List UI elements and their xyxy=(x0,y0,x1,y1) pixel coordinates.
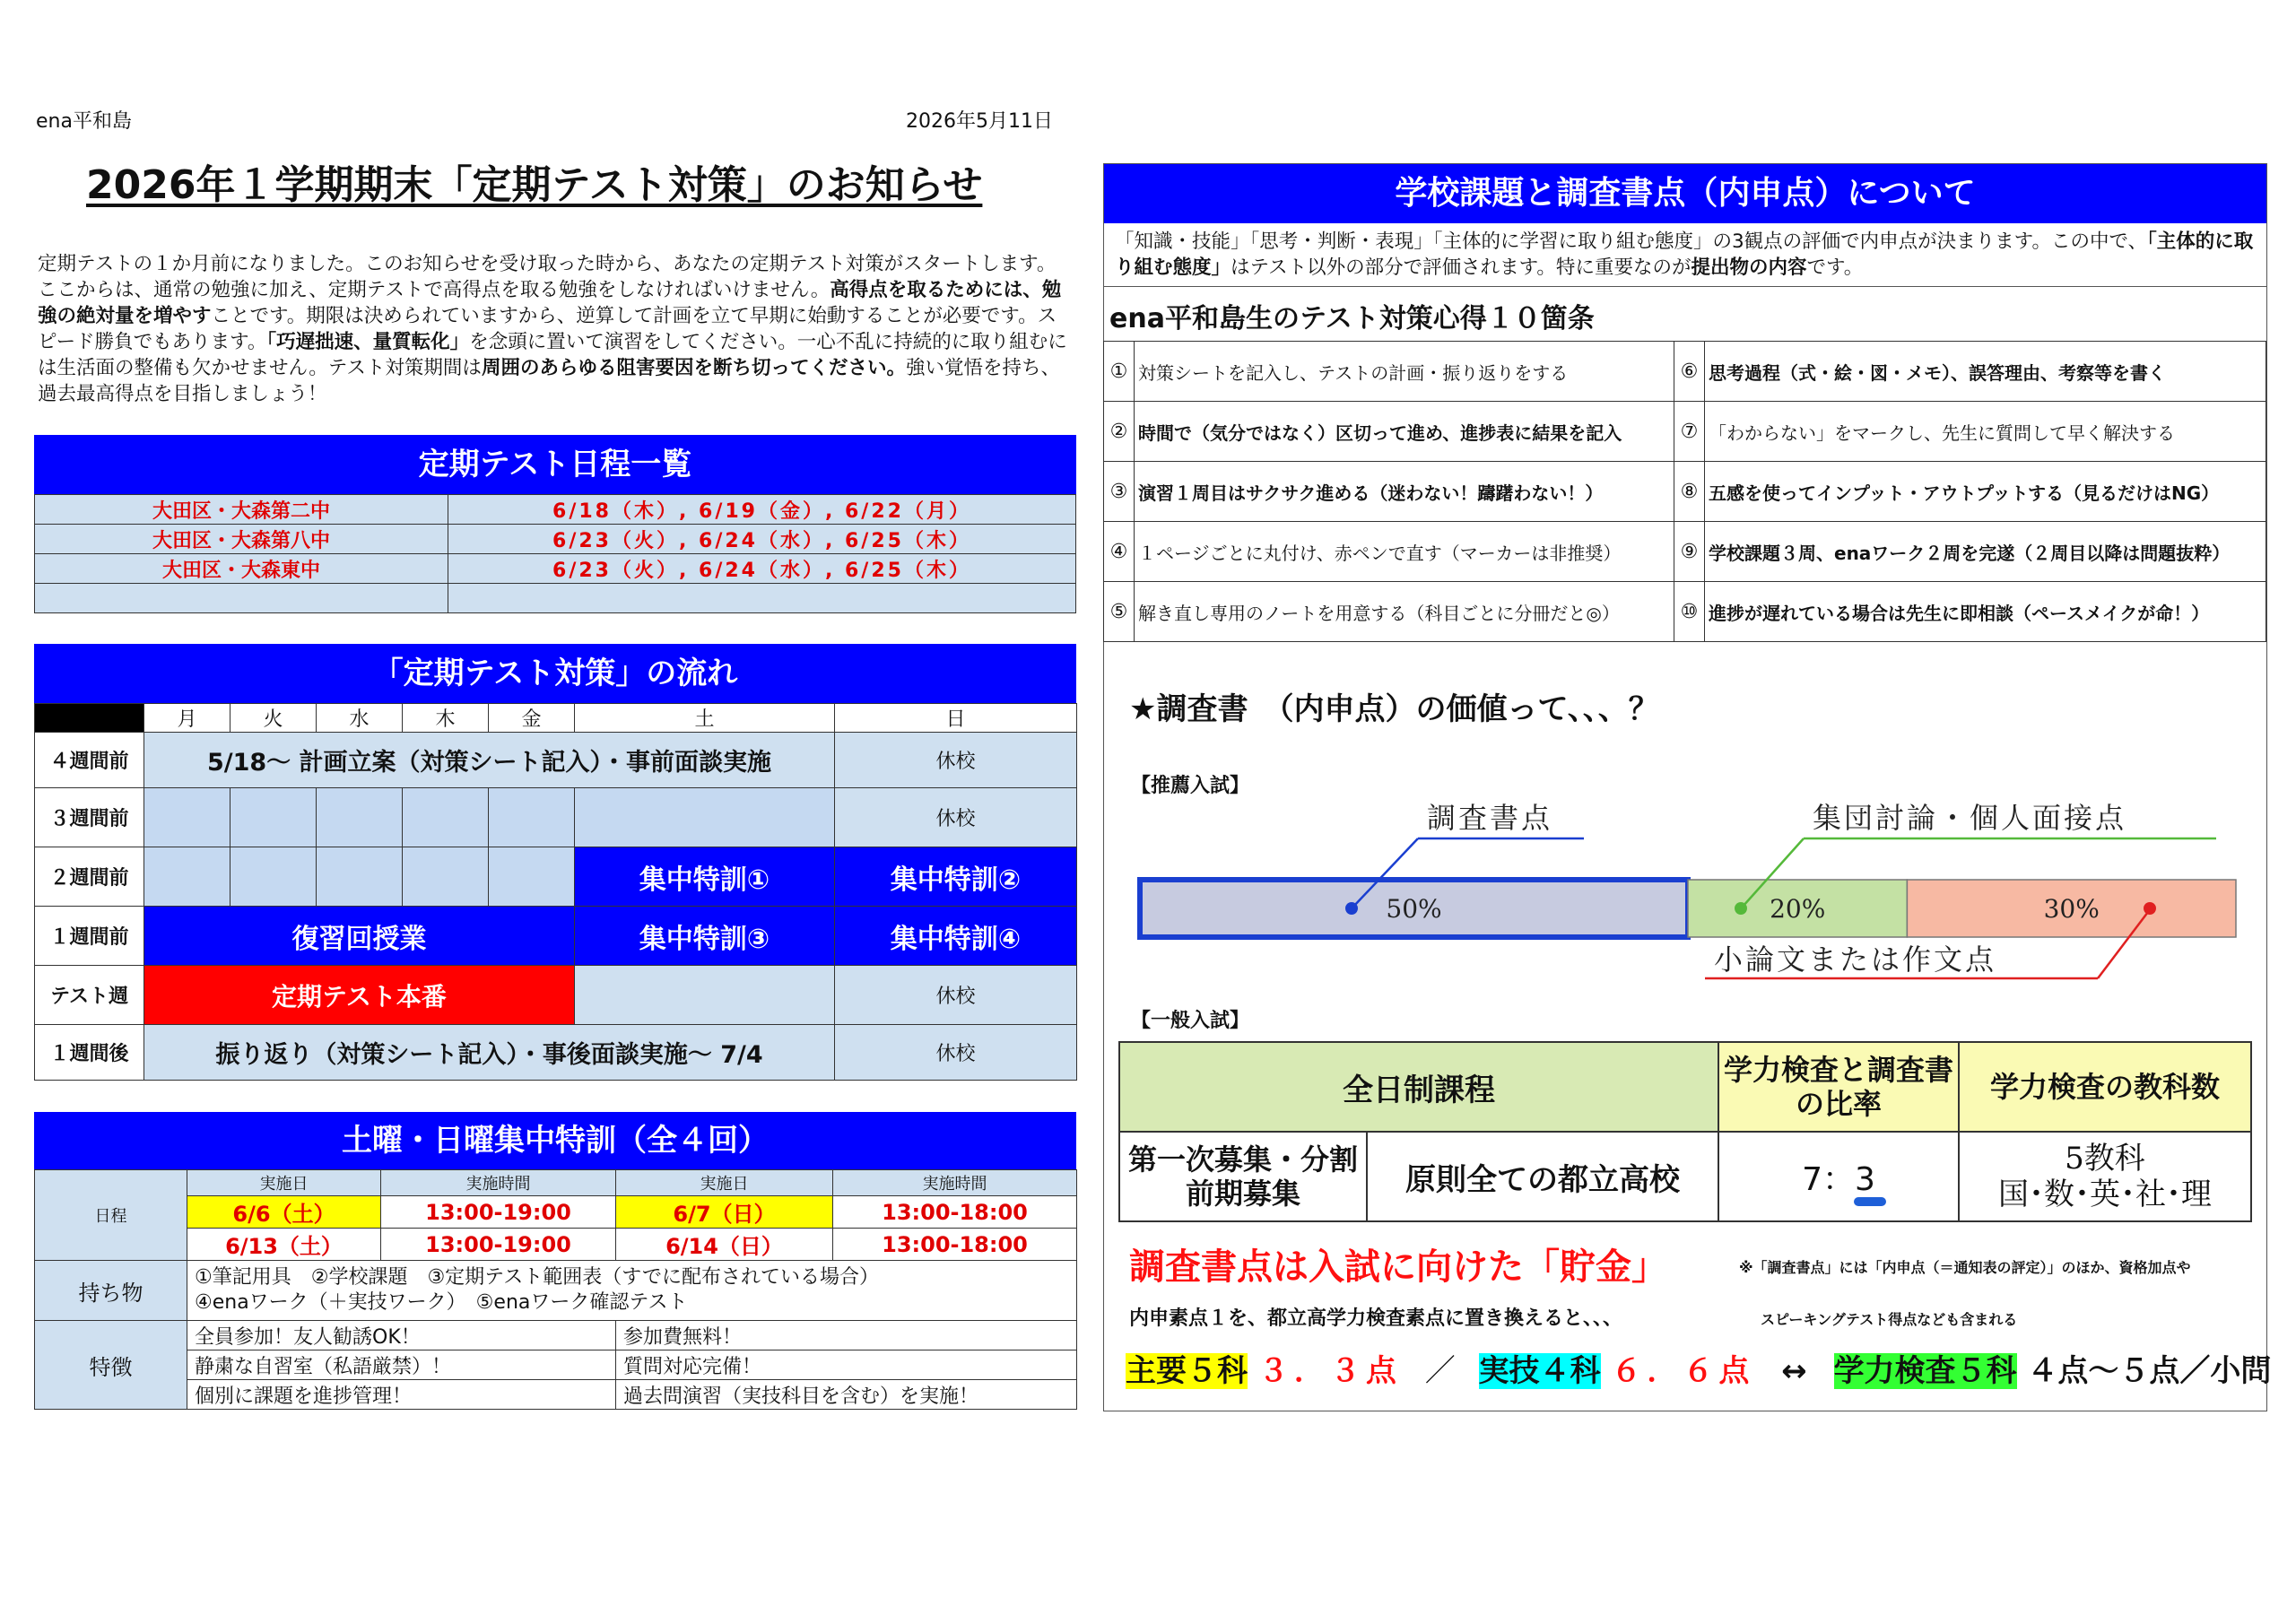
time-cell: 13:00-18:00 xyxy=(833,1229,1077,1261)
special-training-2: 集中特訓② xyxy=(835,847,1077,907)
review-cell: 復習回授業 xyxy=(144,907,575,966)
tip-text: 解き直し専用のノートを用意する（科目ごとに分冊だと◎） xyxy=(1135,582,1674,642)
empty-cell xyxy=(230,847,317,907)
day-header: 土 xyxy=(575,704,835,733)
table-row xyxy=(1104,462,2266,522)
bar-value-label: 20% xyxy=(1770,894,1826,924)
ippan-label: 【一般入試】 xyxy=(1131,1010,1250,1032)
intro-p1: 定期テストの１か月前になりました。このお知らせを受け取った時から、あなたの定期テスト対策がスタートします。ここからは、通常の勉強に加え、定期テストで高得点を取る勉強をしなければいけません。 xyxy=(38,253,1057,301)
items-label: 持ち物 xyxy=(35,1261,187,1321)
school-cell: 大田区・大森第二中 xyxy=(35,495,448,525)
col-time: 実施時間 xyxy=(833,1170,1077,1196)
after-cell: 振り返り（対策シート記入）・事後面談実施～ 7/4 xyxy=(144,1025,835,1081)
flow-title: 「定期テスト対策」の流れ xyxy=(34,644,1076,703)
flow-section xyxy=(34,644,1076,1081)
schedule-section xyxy=(34,435,1076,613)
tip-text: 演習１周目はサクサク進める（迷わない！躊躇わない！） xyxy=(1135,462,1674,522)
feature-cell: 参加費無料！ xyxy=(616,1321,1077,1350)
leader-dot xyxy=(1735,902,1747,915)
arrow-icon: ↔ xyxy=(1781,1353,1807,1389)
gen-header-course: 全日制課程 xyxy=(1119,1042,1718,1132)
jitsu-label: 実技４科 xyxy=(1478,1353,1601,1389)
empty-cell xyxy=(403,847,489,907)
time-cell: 13:00-19:00 xyxy=(381,1196,616,1229)
intro-a: 「知識・技能」「思考・判断・表現」「主体的に学習に取り組む態度」の3観点の評価で内申点が決まります。この中で、 xyxy=(1115,230,2148,253)
school-cell xyxy=(35,584,448,613)
bar-value-label: 30% xyxy=(2043,894,2100,924)
intro-b3: 周囲のあらゆる阻害要因を断ち切ってください。 xyxy=(481,357,906,379)
gen-ratio xyxy=(1718,1132,1959,1221)
week-label: ４週間前 xyxy=(35,733,144,788)
table-row xyxy=(35,847,1077,907)
table-row xyxy=(1104,342,2266,402)
feature-cell: 過去問演習（実技科目を含む）を実施！ xyxy=(616,1380,1077,1410)
weekend-table xyxy=(34,1169,1077,1410)
col-date: 実施日 xyxy=(616,1170,833,1196)
table-row xyxy=(35,733,1077,788)
special-training-4: 集中特訓④ xyxy=(835,907,1077,966)
feature-cell: 質問対応完備！ xyxy=(616,1350,1077,1380)
main5-label: 主要５科 xyxy=(1126,1353,1248,1389)
suisen-label: 【推薦入試】 xyxy=(1131,775,1250,797)
table-row xyxy=(35,907,1077,966)
gaku-label: 学力検査５科 xyxy=(1833,1353,2017,1389)
tip-text: 「わからない」をマークし、先生に質問して早く解決する xyxy=(1705,402,2266,462)
tip-number: ⑩ xyxy=(1674,582,1705,642)
day-header: 金 xyxy=(489,704,575,733)
feature-cell: 全員参加！友人勧誘OK！ xyxy=(187,1321,616,1350)
table-row xyxy=(35,1196,1077,1229)
holiday-cell: 休校 xyxy=(835,1025,1077,1081)
empty-cell xyxy=(144,847,230,907)
leader-dot xyxy=(2144,902,2156,915)
issue-date: 2026年5月11日 xyxy=(906,110,1053,133)
gen-header-ratio: 学力検査と調査書の比率 xyxy=(1718,1042,1959,1132)
tips-table xyxy=(1103,341,2266,642)
gen-schools: 原則全ての都立高校 xyxy=(1367,1132,1718,1221)
tip-text: 進捗が遅れている場合は先生に即相談（ペースメイクが命！） xyxy=(1705,582,2266,642)
week-label: １週間前 xyxy=(35,907,144,966)
table-row xyxy=(1104,582,2266,642)
bar-value-label: 50% xyxy=(1386,894,1442,924)
intro-c: はテスト以外の部分で評価されます。特に重要なのが xyxy=(1231,256,1692,279)
note-line-2: スピーキングテスト得点なども含まれる xyxy=(1761,1311,2018,1328)
gen-subjects-count: 5教科 xyxy=(2065,1141,2145,1177)
empty-cell xyxy=(489,847,575,907)
gen-ratio-value: 7：3 xyxy=(1802,1160,1875,1198)
tip-number: ① xyxy=(1104,342,1135,402)
table-row xyxy=(35,704,1077,733)
points-line xyxy=(1126,1346,2271,1390)
dates-cell xyxy=(448,584,1076,613)
tip-text: １ページごとに丸付け、赤ペンで直す（マーカーは非推奨） xyxy=(1135,522,1674,582)
tips-title: ena平和島生のテスト対策心得１０箇条 xyxy=(1109,303,1595,334)
table-row xyxy=(35,1170,1077,1196)
weekend-section xyxy=(34,1112,1076,1410)
school-name: ena平和島 xyxy=(36,110,132,133)
items-line: ④enaワーク（＋実技ワーク） ⑤enaワーク確認テスト xyxy=(195,1291,688,1314)
date-cell: 6/14（日） xyxy=(616,1229,833,1261)
slash-sep: ／ xyxy=(1424,1353,1456,1389)
flow-table xyxy=(34,703,1077,1081)
label-shouronbun: 小論文または作文点 xyxy=(1714,942,1997,977)
intro-p3: を念頭に置いて演習をしてください。一心不乱に持続的に取り組むには生活面の整備も欠かせません。テスト対策期間は xyxy=(38,331,1067,379)
intro-d: 提出物の内容 xyxy=(1691,256,1807,279)
tip-text: 学校課題３周、enaワーク２周を完遂（２周目以降は問題抜粋） xyxy=(1705,522,2266,582)
intro-b: 「主体的に取り組む態度」 xyxy=(1115,230,2254,279)
holiday-cell: 休校 xyxy=(835,966,1077,1025)
week-label: ３週間前 xyxy=(35,788,144,847)
note-line-1: ※「調査書点」には「内申点（＝通知表の評定）」のほか、資格加点や xyxy=(1739,1259,2191,1276)
date-cell: 6/6（土） xyxy=(187,1196,381,1229)
holiday-cell: 休校 xyxy=(835,788,1077,847)
gen-recruit: 第一次募集・分割前期募集 xyxy=(1119,1132,1367,1221)
school-cell: 大田区・大森第八中 xyxy=(35,525,448,554)
week-label: １週間後 xyxy=(35,1025,144,1081)
intro-e: です。 xyxy=(1806,256,1864,279)
page-title: 2026年１学期期末「定期テスト対策」のお知らせ xyxy=(86,162,983,208)
table-row xyxy=(35,584,1076,613)
items-cell xyxy=(187,1261,1077,1321)
empty-cell xyxy=(575,966,835,1025)
week-label: ２週間前 xyxy=(35,847,144,907)
right-title: 学校課題と調査書点（内申点）について xyxy=(1104,164,2266,223)
empty-cell xyxy=(489,788,575,847)
tip-number: ⑧ xyxy=(1674,462,1705,522)
special-training-3: 集中特訓③ xyxy=(575,907,835,966)
schedule-label: 日程 xyxy=(35,1170,187,1261)
day-header: 火 xyxy=(230,704,317,733)
intro-p4: 強い覚悟を持ち、過去最高得点を目指しましょう！ xyxy=(38,357,1060,405)
intro-b2: 「巧遅拙速、量質転化」 xyxy=(266,331,470,353)
dates-cell: 6/23（火）, 6/24（水）, 6/25（木） xyxy=(448,525,1076,554)
intro-p2: ことです。期限は決められていますから、逆算して計画を立て早期に始動することが必要です。スピード勝負でもあります。 xyxy=(38,305,1057,353)
table-row xyxy=(35,1229,1077,1261)
time-cell: 13:00-18:00 xyxy=(833,1196,1077,1229)
col-time: 実施時間 xyxy=(381,1170,616,1196)
intro-b1: 高得点を取るためには、勉強の絶対量を増やす xyxy=(38,279,1062,327)
empty-cell xyxy=(575,788,835,847)
day-header: 日 xyxy=(835,704,1077,733)
features-label: 特徴 xyxy=(35,1321,187,1410)
tip-text: 思考過程（式・絵・図・メモ）、誤答理由、考察等を書く xyxy=(1705,342,2266,402)
main5-value: ３．３点 xyxy=(1257,1353,1402,1389)
plan-cell: 5/18～ 計画立案（対策シート記入）・事前面談実施 xyxy=(144,733,835,788)
jitsu-value: ６．６点 xyxy=(1611,1353,1755,1389)
test-cell: 定期テスト本番 xyxy=(144,966,575,1025)
tip-number: ③ xyxy=(1104,462,1135,522)
table-row xyxy=(1104,402,2266,462)
tip-number: ② xyxy=(1104,402,1135,462)
date-cell: 6/7（日） xyxy=(616,1196,833,1229)
value-title: ★調査書 （内申点）の価値って、、、？ xyxy=(1129,691,1659,727)
table-row xyxy=(1119,1042,2251,1132)
col-date: 実施日 xyxy=(187,1170,381,1196)
day-header: 水 xyxy=(317,704,403,733)
empty-cell xyxy=(317,788,403,847)
empty-cell xyxy=(144,788,230,847)
leader-dot xyxy=(1345,902,1358,915)
feature-cell: 個別に課題を進捗管理！ xyxy=(187,1380,616,1410)
holiday-cell: 休校 xyxy=(835,733,1077,788)
tip-number: ⑤ xyxy=(1104,582,1135,642)
tip-text: 五感を使ってインプット・アウトプットする（見るだけはNG） xyxy=(1705,462,2266,522)
special-training-1: 集中特訓① xyxy=(575,847,835,907)
empty-cell xyxy=(230,788,317,847)
suisen-chart xyxy=(1104,792,2266,989)
tip-number: ⑨ xyxy=(1674,522,1705,582)
table-row xyxy=(35,788,1077,847)
schedule-title: 定期テスト日程一覧 xyxy=(34,435,1076,494)
tip-number: ④ xyxy=(1104,522,1135,582)
tip-text: 対策シートを記入し、テストの計画・振り返りをする xyxy=(1135,342,1674,402)
gen-subjects xyxy=(1959,1132,2251,1221)
time-cell: 13:00-19:00 xyxy=(381,1229,616,1261)
weekend-title: 土曜・日曜集中特訓（全４回） xyxy=(34,1112,1076,1169)
items-line: ①筆記用具 ②学校課題 ③定期テスト範囲表（すでに配布されている場合） xyxy=(195,1266,879,1289)
table-row xyxy=(1104,522,2266,582)
table-row xyxy=(35,1350,1077,1380)
table-row xyxy=(35,1025,1077,1081)
right-panel xyxy=(1103,163,2272,1411)
label-chousasho: 調査書点 xyxy=(1427,801,1553,835)
table-row xyxy=(1119,1132,2251,1221)
right-intro xyxy=(1104,223,2266,287)
empty-cell xyxy=(317,847,403,907)
school-cell: 大田区・大森東中 xyxy=(35,554,448,584)
intro-text xyxy=(38,251,1069,407)
table-row xyxy=(35,1380,1077,1410)
saving-heading: 調査書点は入試に向けた「貯金」 xyxy=(1129,1246,1667,1288)
feature-cell: 静粛な自習室（私語厳禁）！ xyxy=(187,1350,616,1380)
table-row xyxy=(35,525,1076,554)
tip-text: 時間で（気分ではなく）区切って進め、進捗表に結果を記入 xyxy=(1135,402,1674,462)
day-header: 木 xyxy=(403,704,489,733)
dates-cell: 6/18（木）, 6/19（金）, 6/22（月） xyxy=(448,495,1076,525)
date-cell: 6/13（土） xyxy=(187,1229,381,1261)
tip-number: ⑦ xyxy=(1674,402,1705,462)
week-label: テスト週 xyxy=(35,966,144,1025)
schedule-table xyxy=(34,494,1076,613)
table-row xyxy=(35,1321,1077,1350)
table-row xyxy=(35,495,1076,525)
corner-cell xyxy=(35,704,144,733)
table-row xyxy=(35,554,1076,584)
gaku-value: ４点～５点／小問 xyxy=(2027,1353,2272,1389)
label-tougi: 集団討論・個人面接点 xyxy=(1813,801,2127,835)
dates-cell: 6/23（火）, 6/24（水）, 6/25（木） xyxy=(448,554,1076,584)
gen-subjects-list: 国･数･英･社･理 xyxy=(1998,1177,2212,1212)
empty-cell xyxy=(403,788,489,847)
convert-text: 内申素点１を、都立高学力検査素点に置き換えると、、、 xyxy=(1129,1307,1623,1330)
tip-number: ⑥ xyxy=(1674,342,1705,402)
general-exam-table xyxy=(1118,1041,2252,1222)
day-header: 月 xyxy=(144,704,230,733)
table-row xyxy=(35,1261,1077,1321)
gen-header-subjects: 学力検査の教科数 xyxy=(1959,1042,2251,1132)
table-row xyxy=(35,966,1077,1025)
underline-mark xyxy=(1854,1197,1886,1206)
